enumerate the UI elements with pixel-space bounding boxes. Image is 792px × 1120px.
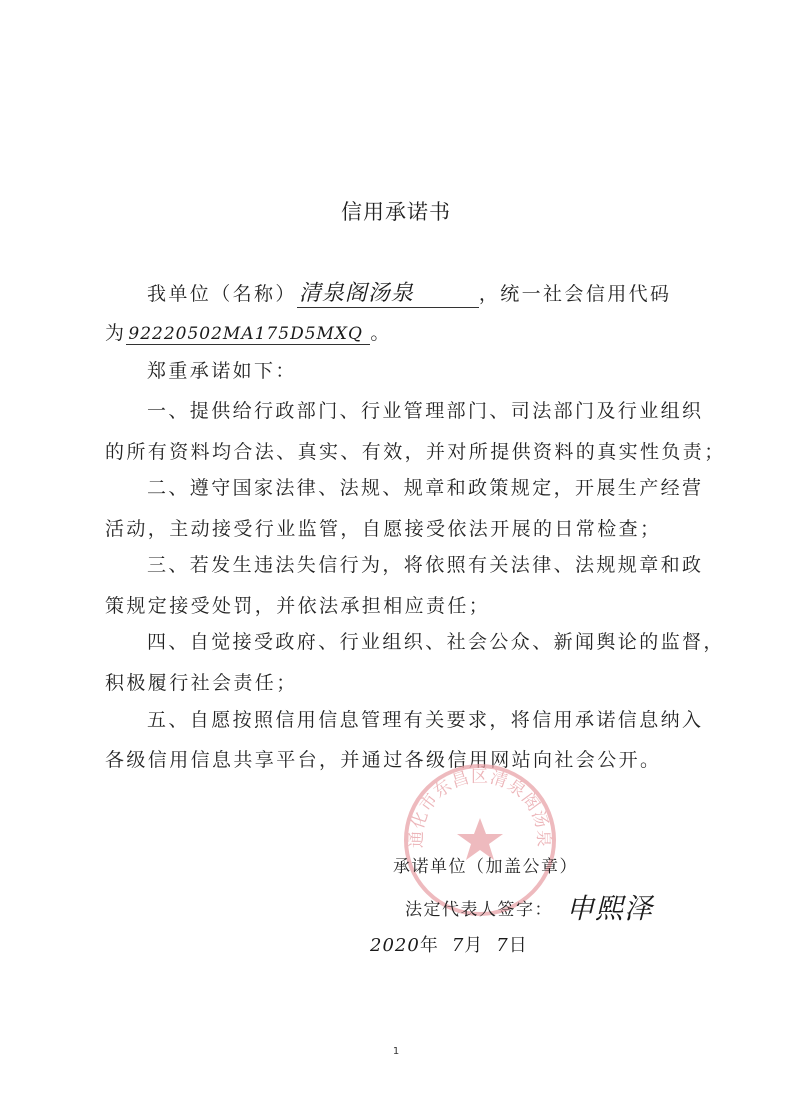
code-prefix: 为: [105, 322, 127, 344]
promising-unit-label: 承诺单位（加盖公章）: [393, 857, 578, 877]
commitment-2-line-2: 活动，主动接受行业监管，自愿接受依法开展的日常检查；: [105, 518, 662, 540]
date-year-char: 年: [419, 935, 438, 956]
commitment-4-line-2: 积极履行社会责任；: [105, 672, 298, 694]
commitment-3-line-2: 策规定接受处罚，并依法承担相应责任；: [105, 595, 491, 617]
commitment-5-line-1: 五、自愿按照信用信息管理有关要求，将信用承诺信息纳入: [147, 709, 704, 731]
commitment-4-line-1: 四、自觉接受政府、行业组织、社会公众、新闻舆论的监督，: [147, 631, 725, 653]
document-title: 信用承诺书: [341, 200, 451, 224]
date-day: 7: [496, 935, 509, 956]
page-number: 1: [392, 1046, 400, 1057]
credit-code-field: [126, 324, 370, 345]
date-month-char: 月: [464, 935, 483, 956]
credit-code-handwritten: 92220502MA175D5MXQ: [128, 324, 363, 344]
intro-prefix: 我单位（名称）: [147, 283, 297, 305]
intro-end: 。: [370, 322, 392, 344]
commitment-2-line-1: 二、遵守国家法律、法规、规章和政策规定，开展生产经营: [147, 477, 704, 499]
company-name-field: [297, 276, 479, 308]
pledge-lead: 郑重承诺如下：: [147, 360, 297, 382]
commitment-5-line-2: 各级信用信息共享平台，并通过各级信用网站向社会公开。: [105, 749, 662, 771]
date-day-char: 日: [508, 935, 527, 956]
commitment-3-line-1: 三、若发生违法失信行为，将依照有关法律、法规规章和政: [147, 554, 704, 576]
date-year: 2020: [370, 935, 420, 956]
commitment-1-line-1: 一、提供给行政部门、行业管理部门、司法部门及行业组织: [147, 400, 704, 422]
legal-rep-signature: 申熙泽: [566, 892, 654, 925]
legal-rep-label: 法定代表人签字：: [405, 900, 553, 920]
seal-text: 通化市东昌区清泉阁汤泉: [406, 767, 554, 849]
company-name-handwritten: 清泉阁汤泉: [298, 281, 414, 306]
date-month: 7: [451, 935, 465, 956]
intro-middle: ，统一社会信用代码: [478, 283, 672, 305]
intro-line-1: [147, 276, 671, 308]
intro-line-2: [105, 318, 392, 345]
commitment-1-line-2: 的所有资料均合法、真实、有效，并对所提供资料的真实性负责；: [105, 441, 726, 463]
signing-date: [370, 931, 527, 957]
